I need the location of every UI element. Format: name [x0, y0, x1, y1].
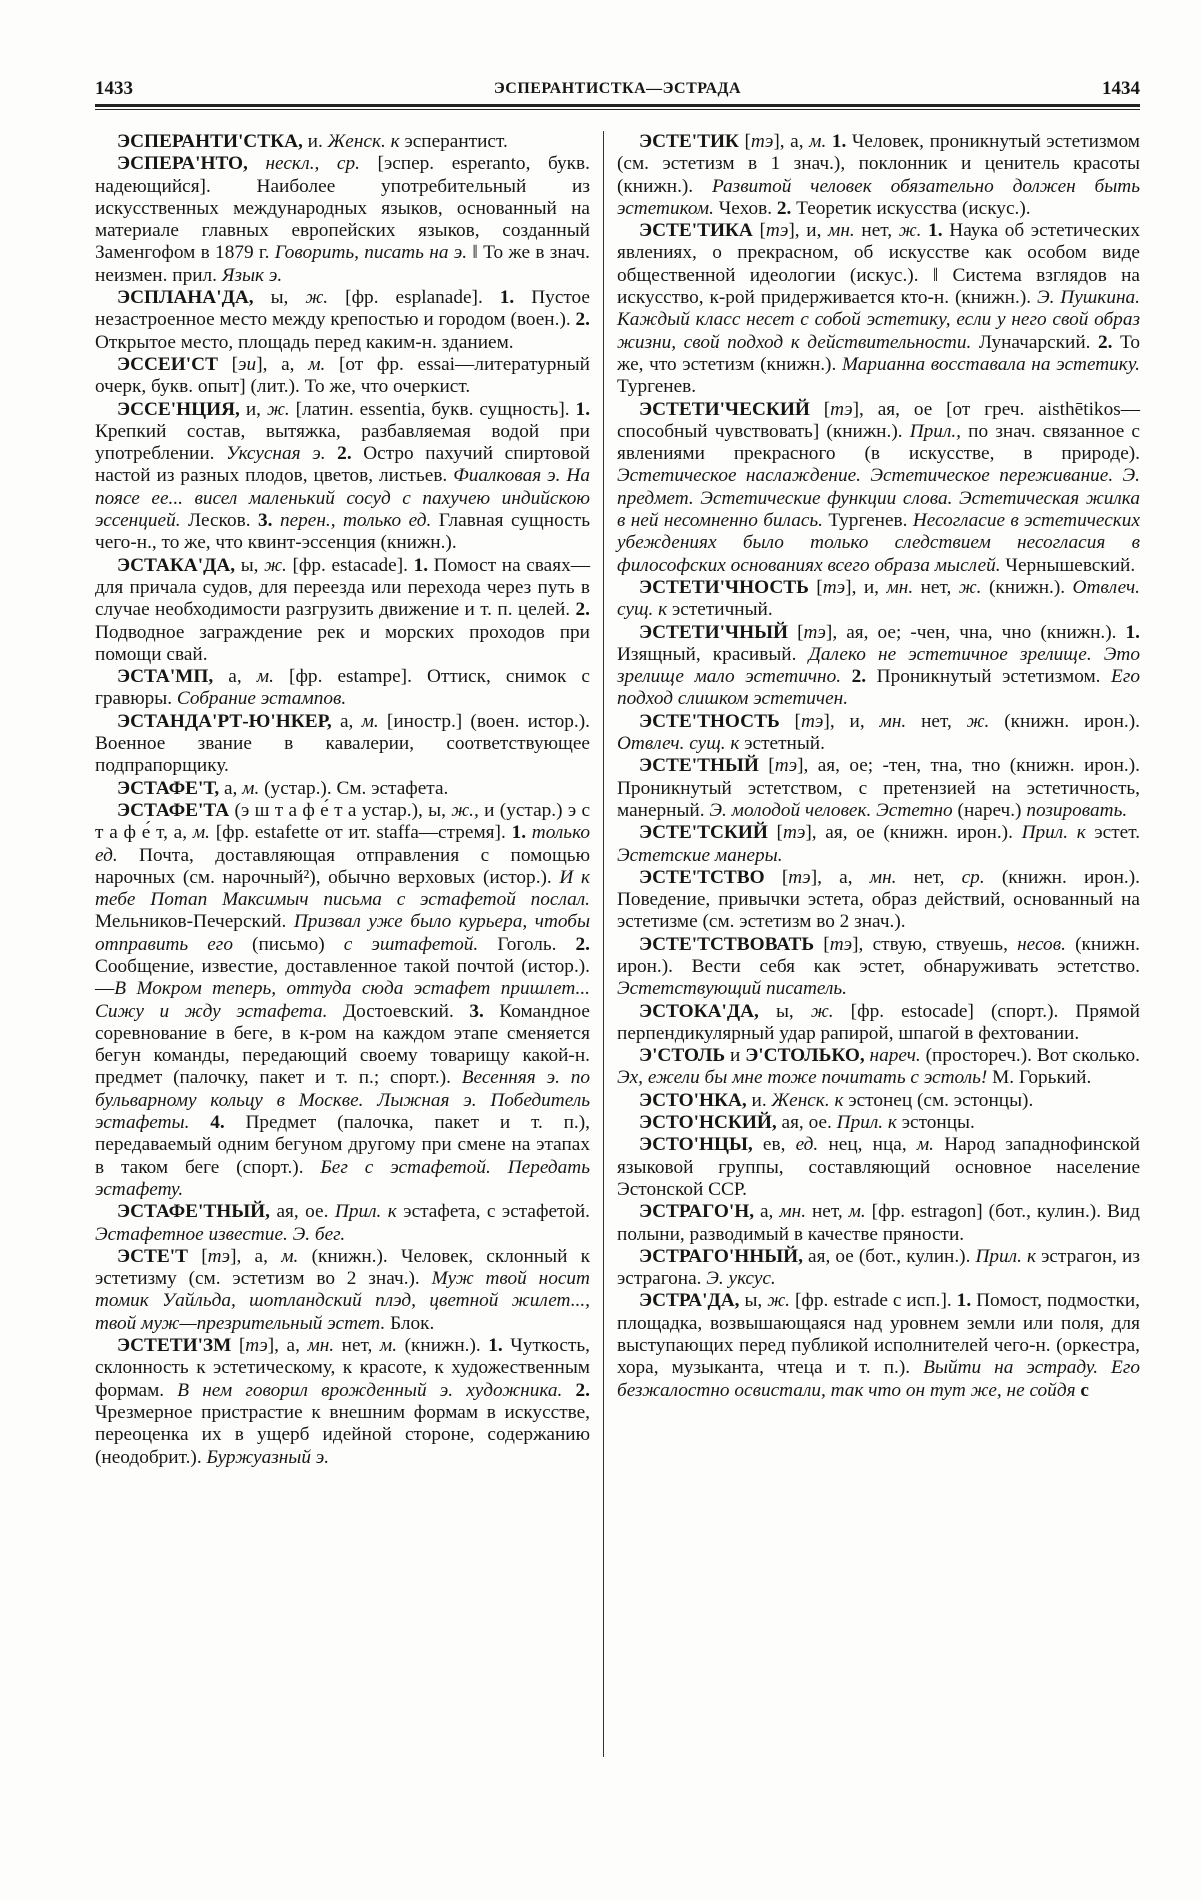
dictionary-entry	[95, 711, 590, 778]
headword-text: 1.	[575, 398, 591, 420]
italic-text: м.	[281, 1245, 299, 1267]
entry-text: [	[788, 621, 804, 643]
italic-text: Прил. к	[975, 1245, 1036, 1267]
entry-text: [	[767, 822, 783, 844]
dictionary-entry	[617, 399, 1140, 577]
headword-text: 2.	[1098, 331, 1113, 353]
italic-text: Э. молодой человек. Эстетно	[709, 799, 953, 821]
entry-text: Тургенев.	[617, 376, 697, 398]
entry-text: ‖ То же в знач. неизмен. прил.	[95, 242, 591, 286]
dictionary-entry	[95, 287, 590, 354]
italic-text: Отвлеч. сущ. к	[617, 576, 1140, 621]
italic-text: Выйти на эстраду. Его безжалостно освистали, так что он тут же, не сойдя	[617, 1357, 1140, 1401]
italic-text: Э. уксус.	[706, 1268, 776, 1290]
headword-text: с	[1080, 1379, 1089, 1401]
italic-text: Эх, ежели бы мне тоже почитать с эстоль!	[617, 1067, 988, 1089]
headword-text: ЭССЕИ'СТ	[117, 353, 218, 375]
dictionary-entry	[617, 711, 1140, 756]
headword-text: ЭСТАКА'ДА,	[117, 554, 236, 576]
dictionary-entry	[617, 867, 1140, 934]
italic-text: мн.	[779, 1201, 807, 1223]
italic-text: Собрание эстампов.	[176, 688, 347, 710]
italic-text: Прил. к	[1021, 822, 1086, 844]
headword-text: 1.	[831, 131, 847, 152]
italic-text: Несогласие в эстетических убеждениях было только следствием несогласия в философских основаниях всего образа мыслей.	[617, 510, 1141, 576]
entry-text	[189, 1112, 210, 1133]
headword-text: ЭСТАФЕ'ТНЫЙ,	[117, 1201, 270, 1223]
entry-text: Народ западнофинской языковой группы, составляющий основное население Эстонской ССР.	[617, 1134, 1141, 1200]
entry-text: а,	[213, 666, 257, 688]
entry-text: Подводное заграждение рек и морских проходов при помощи свай.	[95, 621, 590, 665]
entry-text: нет,	[854, 220, 899, 242]
entry-text: нет,	[896, 866, 962, 888]
entry-text: [иностр.] (воен. истор.). Военное звание в кавалерии, соответствующее подпрапорщику.	[95, 710, 590, 777]
italic-text: Эстетическое наслаждение. Эстетическое переживание. Э. предмет. Эстетические функции слова. Эстетическая жилка в ней несомненно билась.	[617, 465, 1140, 532]
headword-text: ЭСТЕ'Т	[117, 1245, 188, 1267]
dictionary-entry	[617, 1045, 1140, 1090]
dictionary-entry	[617, 755, 1140, 822]
dictionary-entry	[617, 1090, 1140, 1112]
header-rule-thin	[95, 109, 1140, 110]
italic-text: ж.	[810, 1000, 834, 1022]
entry-text: (устар.). См. эстафета.	[259, 777, 449, 799]
headword-text: 1.	[499, 287, 515, 309]
italic-text: позировать.	[1026, 799, 1128, 821]
headword-text: ЭСТЕ'ТИК	[639, 131, 739, 152]
italic-text: ж.	[264, 554, 287, 576]
italic-text: мн.	[869, 866, 897, 888]
entry-text: ы,	[758, 1000, 811, 1022]
entry-text: ], а,	[773, 131, 810, 152]
headword-text: ЭСТЕ'ТСТВО	[639, 866, 765, 888]
headword-text: ЭСТАФЕ'Т,	[117, 777, 220, 799]
entry-text	[841, 666, 852, 687]
headword-text: 2.	[337, 443, 352, 465]
entry-text: ], ая, ое [от греч. aisthētikos—способный чувствовать] (книжн.).	[617, 398, 1140, 442]
dictionary-entry	[95, 1201, 590, 1246]
entry-text: Чернышевский.	[1000, 554, 1136, 576]
headword-text: 2.	[575, 309, 590, 331]
entry-text: ], и,	[823, 710, 880, 732]
entry-text: [	[231, 1335, 246, 1357]
entry-text: [от фр. essai—литературный очерк, букв. опыт] (лит.). То же, что очеркист.	[95, 353, 590, 398]
italic-text: эи	[238, 353, 257, 375]
entry-text: и.	[746, 1089, 772, 1111]
italic-text: Говорить, писать на э.	[274, 242, 468, 264]
entry-text: (письмо)	[232, 933, 344, 955]
entry-text: [фр. estragon] (бот., кулин.). Вид полыни, разводимый в качестве пряности.	[617, 1201, 1140, 1245]
headword-text: ЭСТЕ'ТСТВОВАТЬ	[639, 933, 815, 955]
headword-text: ЭСТЕ'ТИКА	[639, 220, 753, 242]
italic-text: В нем говорил врожденный э. художника.	[177, 1379, 563, 1401]
italic-text: Муж твой носит томик Уайльда, шотландский плэд, цветной жилет..., твой муж—презрительный эстет.	[95, 1268, 590, 1334]
italic-text: Развитой человек обязательно должен быть эстетиком.	[617, 175, 1140, 219]
entry-text	[326, 443, 338, 464]
entry-text: [	[758, 755, 775, 777]
entry-text: (книжн.).	[981, 576, 1073, 598]
italic-text: Эстафетное известие. Э. бег.	[95, 1223, 346, 1245]
italic-text: м.	[916, 1134, 934, 1156]
entry-text: ], ствую, ствуешь,	[852, 933, 1018, 955]
italic-text: ж.,	[451, 799, 479, 821]
italic-text: м.	[192, 822, 210, 844]
entry-text: ая, ое (бот., кулин.).	[802, 1245, 976, 1267]
entry-text: нет,	[334, 1335, 380, 1357]
italic-text: Буржуазный э.	[206, 1446, 330, 1468]
headword-text: 1.	[488, 1335, 503, 1357]
headword-text: ЭСТО'НЦЫ,	[639, 1134, 753, 1156]
entry-text: ], и,	[788, 220, 829, 242]
headword-text: ЭСТАНДА'РТ-Ю'НКЕР,	[117, 710, 332, 732]
italic-text: тэ	[800, 710, 824, 732]
entry-text: Гоголь.	[478, 933, 576, 955]
dictionary-entry	[617, 1001, 1140, 1046]
entry-text: [	[814, 933, 830, 955]
entry-text: Остро пахучий спиртовой настой из разных плодов, цветов, листьев.	[95, 443, 590, 487]
entry-text: ев,	[752, 1134, 796, 1156]
entry-text: нет,	[806, 1201, 849, 1223]
entry-text: эстонцы.	[896, 1112, 975, 1134]
italic-text: ж.	[898, 220, 922, 242]
entry-text: эстетичный.	[667, 599, 773, 621]
entry-text	[562, 1380, 575, 1401]
dictionary-entry	[617, 1112, 1140, 1134]
italic-text: Прил. к	[836, 1112, 897, 1134]
headword-text: ЭСТРАГО'Н,	[639, 1201, 755, 1223]
entry-text: Достоевский.	[327, 1000, 470, 1022]
entry-text: ], и,	[845, 576, 887, 598]
entry-text: ая, ое.	[776, 1112, 837, 1134]
page-header	[95, 78, 1140, 104]
dictionary-entry	[95, 778, 590, 800]
entry-text: эстет.	[1085, 822, 1141, 844]
entry-text: [	[752, 220, 766, 242]
dictionary-entry	[617, 934, 1140, 1001]
headword-text: ЭСТОКА'ДА,	[639, 1000, 759, 1022]
entry-text: Изящный, красивый.	[617, 643, 809, 665]
entry-text: Чрезмерное пристрастие к внешним формам в искусстве, переоценка их в ущерб идейной стороне, содержанию (неодобрит.).	[95, 1401, 590, 1468]
dictionary-entry	[95, 131, 590, 153]
italic-text: тэ	[803, 621, 826, 643]
italic-text: м.	[308, 353, 326, 375]
italic-text: Отвлеч. сущ. к	[617, 733, 740, 755]
italic-text: Далеко не эстетичное зрелище. Это зрелище мало эстетично.	[617, 643, 1140, 688]
headword-text: 1.	[511, 822, 527, 844]
dictionary-entry	[95, 1246, 590, 1335]
entry-text: Открытое место, площадь перед каким-н. зданием.	[95, 331, 514, 353]
italic-text: мн.	[879, 710, 907, 732]
italic-text: м.	[361, 710, 379, 732]
headword-text: ЭСТРАГО'ННЫЙ,	[639, 1245, 803, 1267]
entry-text: нет,	[906, 710, 967, 732]
entry-text: (книжн. ирон.). Поведение, привычки эстета, образ действий, основанный на эстетизме (см. эстетизм во 2 знач.).	[617, 866, 1140, 933]
headword-text: ЭСПЛАНА'ДА,	[117, 287, 254, 309]
italic-text: перен., только ед.	[279, 510, 432, 532]
italic-text: тэ	[830, 398, 853, 420]
dictionary-entry	[617, 622, 1140, 711]
headword-text: ЭСТЕТИ'ЧНОСТЬ	[639, 576, 809, 598]
entry-text: Мельников-Печерский.	[95, 911, 294, 933]
entry-text: Лесков.	[180, 510, 258, 532]
page-number-left: 1433	[95, 78, 133, 99]
italic-text: мн.	[886, 576, 914, 598]
column-divider	[603, 131, 604, 1757]
right-column	[617, 131, 1140, 1402]
entry-text: [	[809, 398, 831, 420]
entry-text: нец, нца,	[818, 1134, 917, 1156]
entry-text: [	[187, 1245, 208, 1267]
entry-text: (простореч.). Вот сколько.	[920, 1045, 1140, 1067]
italic-text: тэ	[774, 755, 798, 777]
italic-text: тэ	[829, 933, 853, 955]
italic-text: м.	[379, 1335, 398, 1357]
dictionary-entry	[95, 354, 590, 399]
italic-text: тэ	[207, 1245, 231, 1267]
entry-text: Проникнутый эстетизмом.	[866, 666, 1112, 688]
entry-text: ], ая, ое (книжн. ирон.).	[805, 822, 1022, 844]
page-number-right: 1434	[1102, 78, 1140, 99]
entry-text: Помост, подмостки, площадка, возвышающаяся над уровнем земли или поля, для выступающих перед публикой исполнителей чего-н. (оркестра, хора, музыканта, чтеца и т. п.).	[617, 1290, 1141, 1379]
entry-text: [фр. esplanade].	[328, 287, 500, 309]
entry-text: Тургенев.	[823, 510, 913, 532]
entry-text: (книжн.).	[397, 1335, 489, 1357]
italic-text: Уксусная э.	[226, 443, 326, 465]
entry-text: М. Горький.	[987, 1067, 1092, 1089]
entry-text: [	[808, 576, 823, 598]
headword-text: 2.	[575, 933, 590, 955]
dictionary-entry	[617, 1201, 1140, 1246]
italic-text: В Мокром теперь, оттуда сюда эстафет пришлет... Сижу и жду эстафета.	[95, 978, 590, 1022]
entry-text: нет,	[913, 576, 959, 598]
headword-text: ЭСТАФЕ'ТА	[117, 799, 230, 821]
dictionary-entry	[617, 822, 1140, 867]
entry-text: Чехов.	[713, 197, 777, 219]
entry-text: (книжн. ирон.). Вести себя как эстет, обнаруживать эстетство.	[617, 933, 1140, 977]
italic-text: м.	[809, 131, 827, 152]
entry-text: Блок.	[385, 1312, 435, 1334]
italic-text: Марианна восставала на эстетику.	[841, 353, 1140, 375]
dictionary-entry	[95, 399, 590, 555]
headword-text: ЭСТЕ'ТСКИЙ	[639, 822, 768, 844]
italic-text: ж.	[958, 576, 982, 598]
headword-text: 2.	[575, 1379, 590, 1401]
entry-text: ], ая, ое; -тен, тна, тно (книжн. ирон.). Проникнутый эстетством, с претензией на эстетичность, манерный.	[617, 755, 1140, 821]
left-column	[95, 131, 590, 1469]
headword-text: ЭССЕ'НЦИЯ,	[117, 398, 240, 420]
headword-text: ЭСТЕ'ТНЫЙ	[639, 755, 759, 777]
entry-text: эстонец (см. эстонцы).	[843, 1089, 1034, 1111]
entry-text: [	[738, 131, 751, 152]
entry-text: ы,	[253, 287, 306, 309]
entry-text: ы,	[235, 554, 265, 576]
headword-text: ЭСТА'МП,	[117, 666, 214, 688]
headword-text: Э'СТОЛЬ	[639, 1045, 726, 1067]
italic-text: м.	[848, 1201, 866, 1223]
entry-text: ы,	[739, 1290, 768, 1312]
italic-text: нареч.	[869, 1045, 921, 1067]
entry-text	[272, 510, 279, 531]
italic-text: Фиалковая э. На поясе ее... висел маленький сосуд с пахучею индийскою эссенцией.	[95, 465, 590, 532]
entry-text: и (устар.) э с т а ф е́ т, а,	[95, 799, 590, 844]
italic-text: мн.	[307, 1335, 335, 1357]
italic-text: тэ	[245, 1335, 268, 1357]
entry-text: [фр. estacade].	[286, 554, 414, 576]
italic-text: нескл., ср.	[265, 153, 360, 175]
entry-text: а,	[754, 1201, 780, 1223]
italic-text: Язык э.	[221, 264, 283, 286]
entry-text: (книжн. ирон.).	[989, 710, 1140, 732]
headword-text: ЭСТЕТИ'ЗМ	[117, 1335, 232, 1357]
italic-text: ед.	[795, 1134, 819, 1156]
italic-text: Его подход слишком эстетичен.	[617, 666, 1140, 710]
entry-text: [	[779, 710, 801, 732]
dictionary-entry	[617, 220, 1140, 398]
headword-text: 3.	[469, 1000, 484, 1022]
italic-text: Эстетские манеры.	[617, 844, 783, 866]
italic-text: Прил.,	[909, 420, 961, 442]
italic-text: И к тебе Потап Максимыч письма с эстафетой послал.	[95, 866, 590, 911]
headword-text: ЭСТЕТИ'ЧЕСКИЙ	[639, 398, 810, 420]
headword-text: ЭСТЕТИ'ЧНЫЙ	[639, 621, 789, 643]
italic-text: тэ	[822, 576, 846, 598]
italic-text: с эштафетой.	[343, 933, 479, 955]
italic-text: Прил. к	[334, 1201, 397, 1223]
headword-text: ЭСТЕ'ТНОСТЬ	[639, 710, 780, 732]
dictionary-entry	[95, 1335, 590, 1469]
entry-text: [фр. estocade] (спорт.). Прямой перпендикулярный удар рапирой, шпагой в фехтовании.	[617, 1000, 1140, 1044]
entry-text: Помост на сваях—для причала судов, для переезда или перехода через путь в случае необходимости разгрузить движение и т. п. целей.	[95, 554, 590, 621]
entry-text: ая, ое.	[270, 1201, 335, 1223]
headword-text: ЭСТО'НСКИЙ,	[639, 1112, 777, 1134]
dictionary-entry	[95, 666, 590, 711]
entry-text: ], а,	[810, 866, 870, 888]
italic-text: ж.	[767, 1290, 790, 1312]
entry-text: Командное соревнование в беге, в к-ром на каждом этапе сменяется бегун команды, передающий своему товарищу какой-н. предмет (палочку, пакет и т. п.; спорт.).	[95, 1000, 590, 1089]
entry-text: (нареч.)	[952, 799, 1027, 821]
italic-text: только ед.	[95, 822, 590, 866]
italic-text: Призвал уже было курьера, чтобы отправить его	[95, 911, 591, 955]
headword-text: 2.	[575, 599, 590, 621]
entry-text: эстетный.	[739, 733, 825, 755]
headword-text: ЭСТО'НКА,	[639, 1089, 747, 1111]
headword-text: 2.	[776, 197, 792, 219]
entry-text: ], а,	[256, 353, 309, 375]
entry-text: а,	[331, 710, 362, 732]
headword-text: 1.	[1125, 621, 1140, 643]
entry-text: Наука об эстетических явлениях, о прекрасном, об искусстве как особом виде общественной идеологии (искус.). ‖ Система взглядов на искусство, к-рой придерживается кто-н. (книжн.).	[617, 220, 1140, 309]
entry-text: Теоретик искусства (искус.).	[791, 197, 1031, 219]
italic-text: тэ	[782, 822, 806, 844]
entry-text: [фр. estampe]. Оттиск, снимок с гравюры.	[95, 666, 590, 710]
italic-text: Весенняя э. по бульварному кольцу в Москве. Лыжная э. Победитель эстафеты.	[95, 1067, 590, 1134]
entry-text: эстафета, с эстафетой.	[396, 1201, 590, 1223]
italic-text: Женск. к	[327, 131, 400, 152]
entry-text: Чуткость, склонность к эстетическому, к красоте, к художественным формам.	[95, 1335, 590, 1401]
italic-text: тэ	[750, 131, 774, 152]
entry-text: Почта, доставляющая отправления с помощью нарочных (см. нарочный²), обычно верховых (истор.).	[95, 844, 590, 888]
headword-text: 1.	[413, 554, 429, 576]
entry-text: Предмет (палочка, пакет и т. п.), передаваемый одним бегуном другому при смене на этапах в таком беге (спорт.).	[95, 1112, 590, 1178]
entry-text: Сообщение, известие, доставленное такой почтой (истор.).—	[95, 955, 590, 1000]
entry-text: (э ш т а ф е́ т а устар.), ы,	[229, 799, 452, 821]
dictionary-entry	[617, 1290, 1140, 1401]
entry-text: [	[764, 866, 789, 888]
headword-text: 2.	[851, 666, 867, 688]
entry-text: Человек, проникнутый эстетизмом (см. эстетизм в 1 знач.), поклонник и ценитель красоты (книжн.).	[617, 131, 1140, 197]
headword-text: 4.	[210, 1112, 225, 1134]
entry-text: Луначарский.	[971, 331, 1099, 353]
headword-text: ЭСТРА'ДА,	[639, 1290, 740, 1312]
entry-text: Крепкий состав, вытяжка, разбавляемая водой при употреблении.	[95, 420, 590, 465]
entry-text: Пустое незастроенное место между крепостью и городом (воен.).	[95, 287, 590, 331]
running-title: ЭСПЕРАНТИСТКА—ЭСТРАДА	[493, 80, 742, 97]
headword-text: ЭСПЕРАНТИ'СТКА,	[117, 131, 303, 152]
italic-text: ср.	[961, 866, 985, 888]
header-rule	[95, 104, 1140, 107]
entry-text: эстрагон, из эстрагона.	[617, 1245, 1140, 1290]
italic-text: ж.	[305, 287, 329, 309]
entry-text: и	[725, 1045, 746, 1067]
dictionary-entry	[617, 577, 1140, 622]
headword-text: 3.	[257, 510, 273, 532]
dictionary-entry	[95, 555, 590, 666]
entry-text: эсперантист.	[399, 131, 508, 152]
entry-text: [эспер. esperanto, букв. надеющийся]. Наиболее употребительный из искусственных международных языков, основанный на материале главных европейских языков, созданный Заменгофом в 1879 г.	[95, 153, 590, 264]
headword-text: 1.	[928, 220, 943, 242]
headword-text: ЭСПЕРА'НТО,	[117, 153, 266, 175]
dictionary-entry	[95, 800, 590, 1201]
entry-text: [латин. essentia, букв. сущность].	[289, 398, 576, 420]
entry-text: [	[217, 353, 239, 375]
dictionary-entry	[617, 131, 1140, 220]
italic-text: Женск. к	[771, 1089, 844, 1111]
italic-text: несов.	[1017, 933, 1066, 955]
italic-text: тэ	[765, 220, 789, 242]
italic-text: Э. Пушкина. Каждый класс несет с собой эстетику, если у него свой образ жизни, свой подход к действительности.	[617, 287, 1140, 353]
dictionary-entry	[95, 153, 590, 287]
dictionary-entry	[617, 1246, 1140, 1291]
entry-text: [фр. estrade с исп.].	[789, 1290, 957, 1312]
entry-text: ], а,	[267, 1335, 308, 1357]
entry-text: по знач. связанное с явлениями прекрасного (в искусстве, в природе).	[617, 420, 1140, 465]
entry-text: а,	[219, 777, 243, 799]
entry-text: [фр. estafette от ит. staffa—стремя].	[209, 822, 512, 844]
italic-text: Эстетствующий писатель.	[617, 978, 847, 1000]
italic-text: ж.	[266, 398, 290, 420]
italic-text: тэ	[788, 866, 811, 888]
italic-text: мн.	[828, 220, 855, 242]
italic-text: Бег с эстафетой. Передать эстафету.	[95, 1156, 591, 1200]
entry-text: (книжн.). Человек, склонный к эстетизму (см. эстетизм во 2 знач.).	[95, 1245, 590, 1290]
entry-text: и,	[239, 398, 267, 420]
italic-text: м.	[256, 666, 274, 688]
headword-text: 1.	[956, 1290, 972, 1312]
entry-text: и.	[302, 131, 328, 152]
entry-text: Главная сущность чего-н., то же, что квинт-эссенция (книжн.).	[95, 510, 591, 554]
headword-text: Э'СТОЛЬКО,	[745, 1045, 865, 1067]
entry-text: ], а,	[230, 1245, 282, 1267]
italic-text: ж.	[966, 710, 990, 732]
dictionary-entry	[617, 1134, 1140, 1201]
entry-text: ], ая, ое; -чен, чна, чно (книжн.).	[825, 621, 1126, 643]
italic-text: м.	[242, 777, 260, 799]
entry-text: То же, что эстетизм (книжн.).	[617, 331, 1140, 375]
